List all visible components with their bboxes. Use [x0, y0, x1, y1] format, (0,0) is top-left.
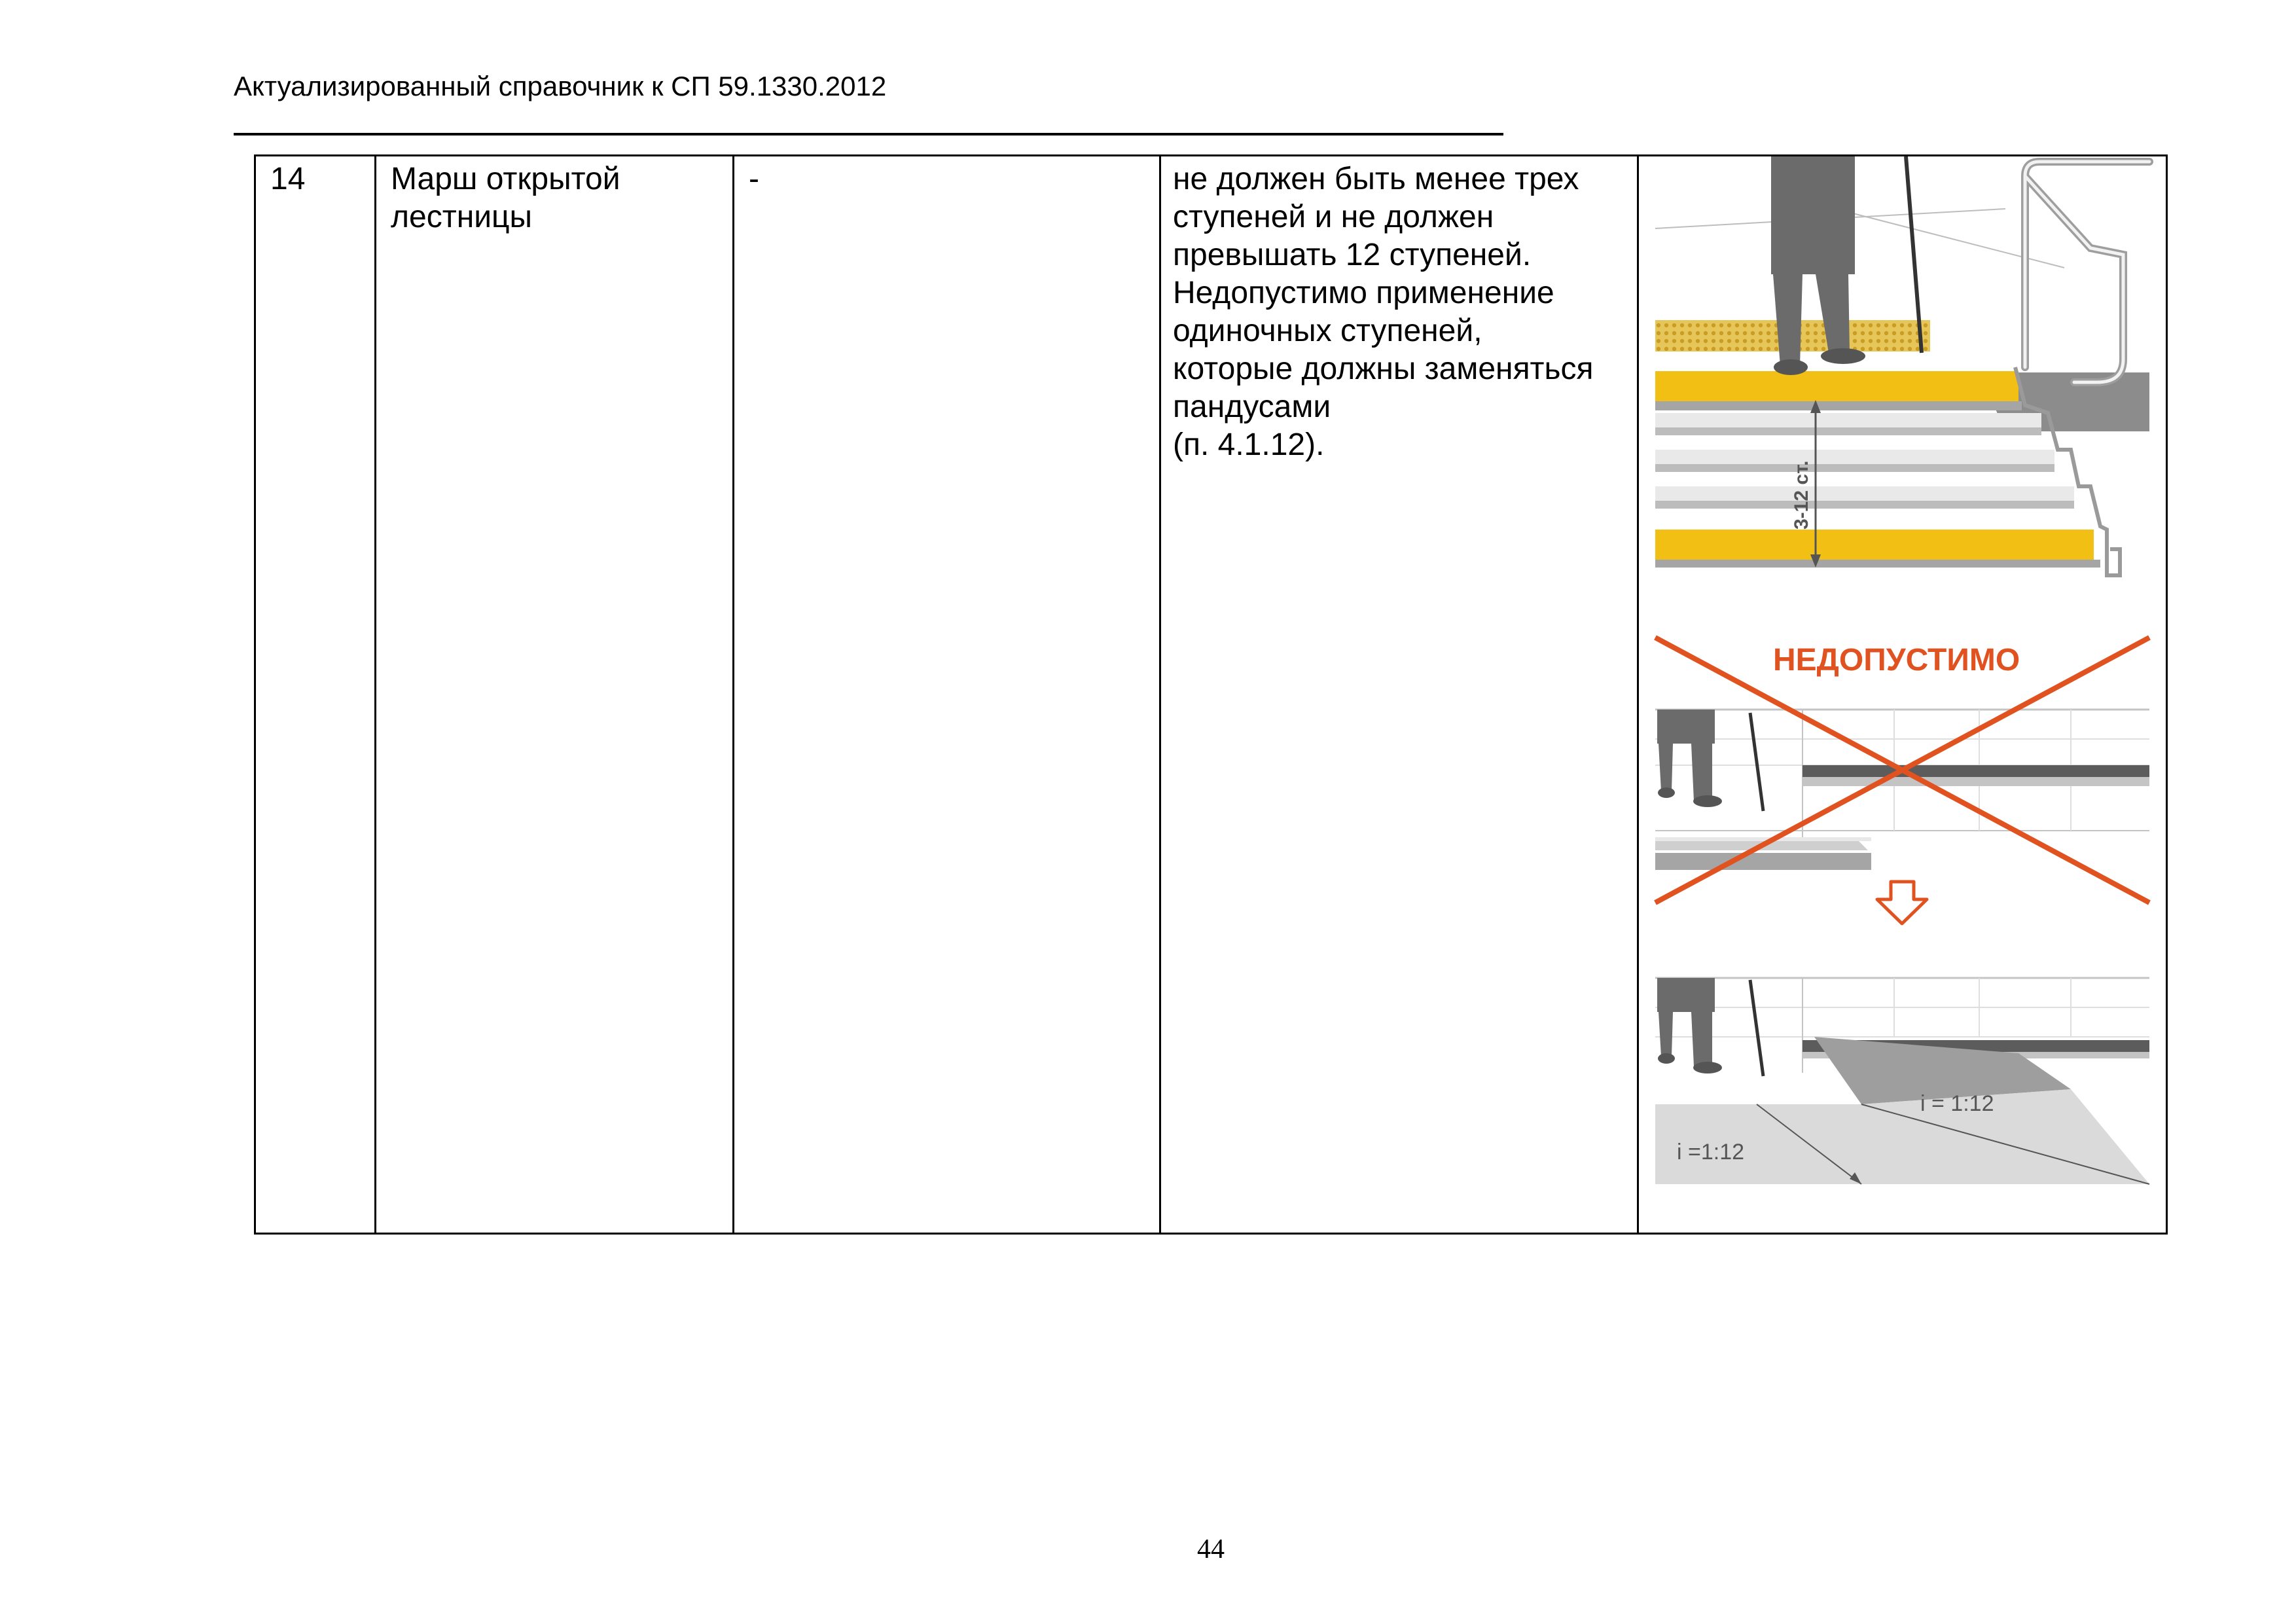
ramp-drawing [1655, 978, 2149, 1184]
element-name: Марш открытой лестницы [391, 162, 620, 234]
requirements-table [254, 154, 2168, 1235]
steps-dimension-label: 3-12 ст. [1791, 460, 1812, 530]
running-header: Актуализированный справочник к СП 59.1330.2012 [234, 71, 887, 101]
stair-ramp-illustration [1639, 156, 2168, 1235]
single-step-drawing [1655, 638, 2149, 924]
table-row [255, 156, 2167, 1234]
parameter-value: - [749, 162, 759, 196]
row-number: 14 [270, 162, 306, 196]
slope-upper-label: i = 1:12 [1920, 1091, 1994, 1116]
illustration-cell [1638, 156, 2167, 1234]
requirement-text: не должен быть менее трех ступеней и не должен превышать 12 ступеней. Недопустимо применение одиночных ступеней, которые должны заменяться пандусами (п. 4.1.12). [1173, 162, 1594, 462]
page-number: 44 [1197, 1534, 1225, 1564]
parameter-cell [734, 156, 1160, 1234]
element-cell [376, 156, 734, 1234]
forbidden-label: НЕДОПУСТИМО [1773, 643, 2020, 677]
stair-flight-drawing [1655, 156, 2149, 575]
row-number-cell [255, 156, 376, 1234]
requirement-cell [1160, 156, 1638, 1234]
slope-lower-label: i =1:12 [1677, 1140, 1745, 1164]
header-rule [234, 133, 1503, 135]
